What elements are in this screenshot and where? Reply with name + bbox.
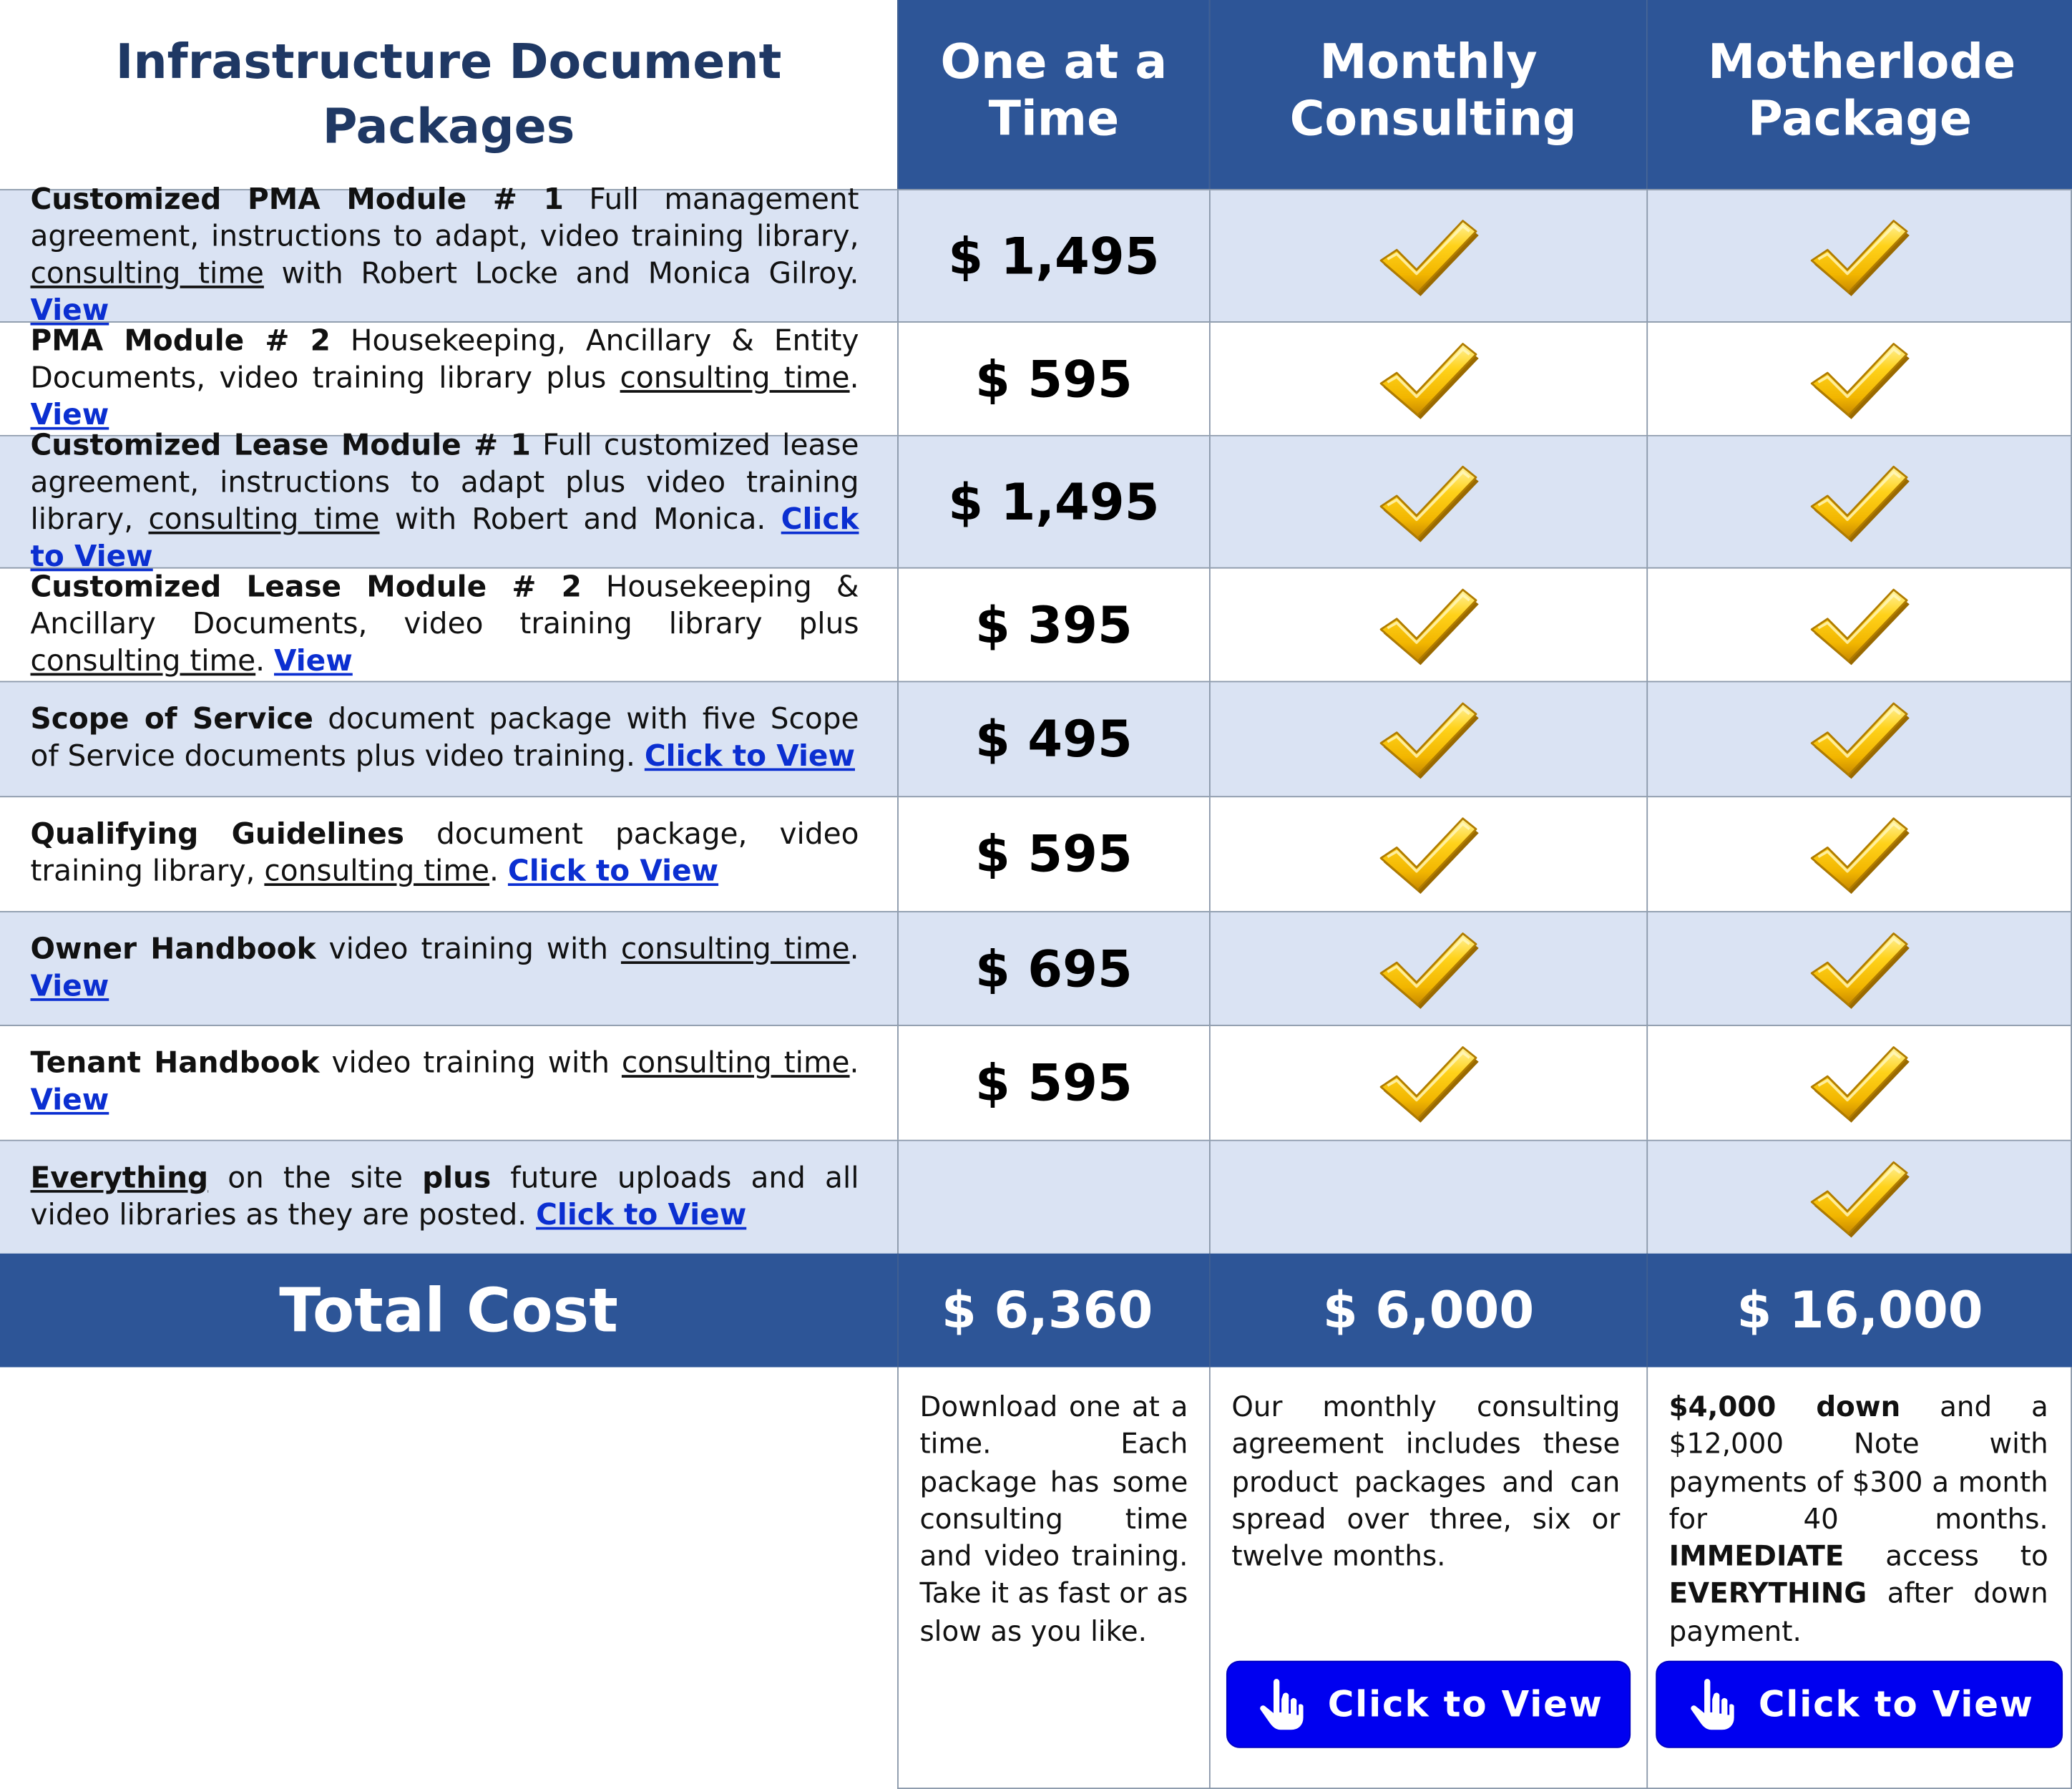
package-text: Full management agreement, instructions to adapt, video training library,: [30, 182, 859, 253]
footer-one-at-a-time: [897, 1368, 1209, 1789]
package-text: future uploads and all video libraries as they are posted.: [30, 1161, 859, 1232]
price-cell: [897, 569, 1209, 681]
total-motherlode: $ 16,000: [1646, 1254, 2072, 1368]
price-cell: [897, 797, 1209, 911]
price: $ 1,495: [948, 226, 1160, 286]
page-title-cell: [0, 0, 897, 189]
button-label: Click to View: [1327, 1684, 1603, 1725]
package-name: Customized PMA Module # 1: [30, 182, 564, 217]
column-header-motherlode: [1646, 0, 2072, 189]
plus-text: plus: [422, 1161, 492, 1195]
package-text: .: [849, 1047, 859, 1081]
package-text: with Robert and Monica.: [379, 503, 781, 537]
price: $ 595: [975, 1053, 1133, 1112]
package-text: video training with: [319, 1047, 622, 1081]
page-title: Infrastructure Document Packages: [115, 34, 782, 155]
price-cell: [897, 323, 1209, 435]
immediate-text: IMMEDIATE: [1668, 1540, 1844, 1573]
footer-text-part: and a $12,000 Note with payments of $300 a month for 40 months.: [1668, 1390, 2048, 1536]
monthly-check-cell: [1209, 1026, 1646, 1140]
table-row: [0, 321, 2072, 435]
package-text: .: [849, 932, 859, 966]
table-row: [0, 911, 2072, 1025]
motherlode-check-cell: [1646, 1026, 2072, 1140]
price: $ 595: [975, 824, 1133, 884]
click-to-view-link[interactable]: Click to View: [644, 740, 855, 774]
package-text: Housekeeping, Ancillary & Entity Documents, video training library plus: [30, 324, 859, 395]
view-link[interactable]: View: [30, 1084, 109, 1118]
package-description: [0, 323, 897, 435]
package-text: Housekeeping & Ancillary Documents, video training library plus: [30, 570, 859, 641]
package-description: [0, 182, 897, 328]
table-row: [0, 796, 2072, 911]
gold-checkmark-icon: [1807, 698, 1912, 781]
total-monthly: $ 6,000: [1209, 1254, 1646, 1368]
consulting-time-text: consulting time: [621, 1047, 850, 1081]
price: $ 495: [975, 710, 1133, 769]
column-header-label: One at a Time: [940, 34, 1168, 147]
package-text: .: [849, 361, 859, 395]
click-to-view-link[interactable]: Click to View: [507, 855, 719, 889]
table-row: [0, 182, 2072, 328]
package-text: .: [489, 855, 508, 889]
price-cell: [897, 682, 1209, 796]
column-header-monthly: [1209, 0, 1646, 189]
package-text: .: [255, 644, 275, 678]
motherlode-check-cell: [1646, 190, 2072, 321]
package-text: document package with five Scope of Service documents plus video training.: [30, 703, 859, 774]
gold-checkmark-icon: [1807, 927, 1912, 1010]
gold-checkmark-icon: [1376, 338, 1482, 420]
motherlode-check-cell: [1646, 437, 2072, 567]
view-link[interactable]: View: [274, 644, 353, 678]
consulting-time-text: consulting time: [30, 257, 264, 291]
gold-checkmark-icon: [1376, 698, 1482, 781]
monthly-check-cell: [1209, 797, 1646, 911]
gold-checkmark-icon: [1376, 813, 1482, 895]
footer-text-part: access to: [1844, 1540, 2048, 1573]
down-payment-text: $4,000 down: [1668, 1390, 1901, 1423]
monthly-check-cell: [1209, 190, 1646, 321]
consulting-time-text: consulting time: [620, 361, 850, 395]
package-text: Full customized lease agreement, instructions to adapt plus video training library,: [30, 429, 859, 537]
column-header-label: Motherlode Package: [1708, 34, 2016, 147]
price: $ 395: [975, 595, 1133, 654]
package-text: document package, video training library,: [30, 818, 859, 889]
monthly-check-cell: [1209, 569, 1646, 681]
gold-checkmark-icon: [1807, 215, 1912, 297]
package-name: PMA Module # 2: [30, 324, 331, 358]
motherlode-check-cell: [1646, 1141, 2072, 1254]
package-text: with Robert Locke and Monica Gilroy.: [263, 257, 859, 291]
table-row: [0, 681, 2072, 796]
package-name: Everything: [30, 1161, 209, 1195]
package-text: video training with: [316, 932, 621, 966]
total-one-at-a-time: $ 6,360: [897, 1254, 1209, 1368]
table-row: [0, 1025, 2072, 1140]
consulting-time-text: consulting time: [148, 503, 380, 537]
column-header-one-at-a-time: [897, 0, 1209, 189]
price: $ 1,495: [948, 472, 1160, 531]
gold-checkmark-icon: [1376, 584, 1482, 666]
footer-motherlode: [1646, 1368, 2072, 1789]
monthly-check-cell: [1209, 323, 1646, 435]
view-link[interactable]: View: [30, 970, 109, 1003]
package-name: Qualifying Guidelines: [30, 818, 404, 852]
price: $ 595: [975, 349, 1133, 409]
gold-checkmark-icon: [1807, 813, 1912, 895]
price: $ 695: [975, 939, 1133, 998]
table-row: [0, 429, 2072, 573]
gold-checkmark-icon: [1376, 215, 1482, 297]
gold-checkmark-icon: [1376, 461, 1482, 543]
package-name: Customized Lease Module # 1: [30, 429, 531, 462]
footer-text-part: after down payment.: [1668, 1578, 2048, 1647]
price-cell: [897, 1141, 1209, 1254]
gold-checkmark-icon: [1807, 584, 1912, 666]
gold-checkmark-icon: [1807, 461, 1912, 543]
footer-monthly: [1209, 1368, 1646, 1789]
total-cost-label: Total Cost: [279, 1274, 618, 1346]
footer-text: [1669, 1388, 2048, 1650]
motherlode-check-cell: [1646, 569, 2072, 681]
consulting-time-text: consulting time: [30, 644, 256, 678]
package-name: Tenant Handbook: [30, 1047, 320, 1081]
monthly-check-cell: [1209, 1141, 1646, 1254]
table-row: [0, 1140, 2072, 1254]
price-cell: [897, 190, 1209, 321]
package-name: Scope of Service: [30, 703, 313, 737]
package-description: [0, 797, 897, 911]
motherlode-check-cell: [1646, 682, 2072, 796]
footer-text: Download one at a time. Each package has some consulting time and video training. Take it as fast or as slow as you like.: [919, 1390, 1188, 1647]
price-cell: [897, 1026, 1209, 1140]
click-to-view-link[interactable]: Click to View: [30, 503, 859, 573]
gold-checkmark-icon: [1807, 338, 1912, 420]
total-cost-bar: [0, 1254, 2072, 1368]
package-description: [0, 912, 897, 1025]
consulting-time-text: consulting time: [264, 855, 490, 889]
package-name: Customized Lease Module # 2: [30, 570, 582, 604]
monthly-check-cell: [1209, 682, 1646, 796]
motherlode-check-cell: [1646, 323, 2072, 435]
consulting-time-text: consulting time: [620, 932, 850, 966]
column-header-label: Monthly Consulting: [1289, 34, 1577, 147]
package-description: [0, 682, 897, 796]
footer-text: Our monthly consulting agreement includes these product packages and can spread over three, six or twelve months.: [1231, 1390, 1621, 1573]
monthly-check-cell: [1209, 437, 1646, 567]
button-label: Click to View: [1758, 1684, 2034, 1725]
price-cell: [897, 437, 1209, 567]
pointing-hand-icon: [1254, 1675, 1306, 1733]
click-to-view-button[interactable]: [1226, 1661, 1631, 1748]
package-description: [0, 429, 897, 573]
package-text: on the site: [208, 1161, 423, 1195]
everything-text: EVERYTHING: [1668, 1578, 1867, 1610]
monthly-check-cell: [1209, 912, 1646, 1025]
price-cell: [897, 912, 1209, 1025]
click-to-view-button[interactable]: [1656, 1661, 2063, 1748]
view-link[interactable]: View: [30, 294, 109, 328]
gold-checkmark-icon: [1376, 927, 1482, 1010]
gold-checkmark-icon: [1807, 1156, 1912, 1239]
gold-checkmark-icon: [1807, 1042, 1912, 1124]
motherlode-check-cell: [1646, 912, 2072, 1025]
gold-checkmark-icon: [1376, 1042, 1482, 1124]
view-link[interactable]: View: [30, 399, 109, 432]
click-to-view-link[interactable]: Click to View: [536, 1198, 747, 1232]
package-description: [0, 569, 897, 681]
package-description: [0, 1141, 897, 1254]
package-description: [0, 1026, 897, 1140]
package-name: Owner Handbook: [30, 932, 316, 966]
motherlode-check-cell: [1646, 797, 2072, 911]
pointing-hand-icon: [1684, 1675, 1737, 1733]
table-row: [0, 567, 2072, 681]
